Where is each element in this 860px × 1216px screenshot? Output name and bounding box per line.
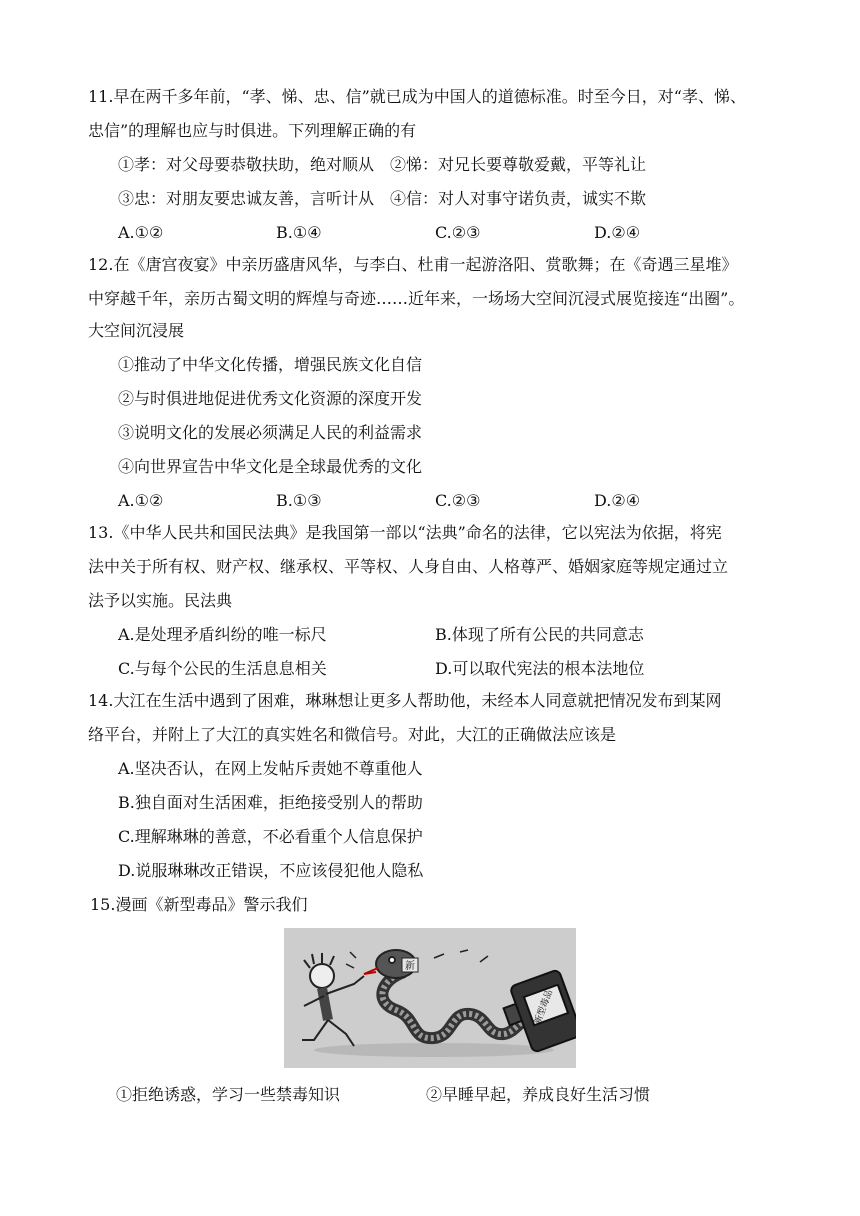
question-11-option-b[interactable]: B.①④ xyxy=(276,223,322,242)
question-14-line-2: 络平台，并附上了大江的真实姓名和微信号。对此，大江的正确做法应该是 xyxy=(88,725,617,744)
question-11-line-2: 忠信”的理解也应与时俱进。下列理解正确的有 xyxy=(88,121,417,140)
question-11-option-d[interactable]: D.②④ xyxy=(594,223,641,242)
question-13-line-3: 法予以实施。民法典 xyxy=(88,591,233,610)
question-13-option-a[interactable]: A.是处理矛盾纠纷的唯一标尺 xyxy=(118,625,327,644)
question-14-option-a[interactable]: A.坚决否认，在网上发帖斥责她不尊重他人 xyxy=(118,759,423,778)
question-13-option-c[interactable]: C.与每个公民的生活息息相关 xyxy=(118,659,327,678)
question-12-option-b[interactable]: B.①③ xyxy=(276,491,322,510)
question-14-line-1: 14.大江在生活中遇到了困难，琳琳想让更多人帮助他，未经本人同意就把情况发布到某网 xyxy=(88,691,722,710)
question-12-line-3: 大空间沉浸展 xyxy=(88,321,185,340)
question-12-line-1: 12.在《唐宫夜宴》中亲历盛唐风华，与李白、杜甫一起游洛阳、赏歌舞；在《奇遇三星堆》 xyxy=(88,255,738,274)
question-11-line-1: 11.早在两千多年前，“孝、悌、忠、信”就已成为中国人的道德标准。时至今日，对“孝、悌、 xyxy=(88,87,746,106)
question-13-option-b[interactable]: B.体现了所有公民的共同意志 xyxy=(435,625,644,644)
question-15-statement-1: ①拒绝诱惑，学习一些禁毒知识 xyxy=(116,1085,341,1104)
question-13-option-d[interactable]: D.可以取代宪法的根本法地位 xyxy=(435,659,645,678)
question-15-statement-2: ②早睡早起，养成良好生活习惯 xyxy=(426,1085,651,1104)
question-11-statements-1: ①孝：对父母要恭敬扶助，绝对顺从 ②悌：对兄长要尊敬爱戴，平等礼让 xyxy=(118,155,647,174)
question-11-option-c[interactable]: C.②③ xyxy=(435,223,481,242)
question-12-statement-1: ①推动了中华文化传播，增强民族文化自信 xyxy=(118,355,423,374)
bottle-label: 新型毒品 xyxy=(533,988,555,1026)
question-12-statement-3: ③说明文化的发展必须满足人民的利益需求 xyxy=(118,423,423,442)
question-14-option-d[interactable]: D.说服琳琳改正错误，不应该侵犯他人隐私 xyxy=(118,861,424,880)
question-12-statement-4: ④向世界宣告中华文化是全球最优秀的文化 xyxy=(118,457,423,476)
question-13-line-1: 13.《中华人民共和国民法典》是我国第一部以“法典”命名的法律，它以宪法为依据，将宪 xyxy=(88,523,722,542)
question-12-line-2: 中穿越千年，亲历古蜀文明的辉煌与奇迹……近年来，一场场大空间沉浸式展览接连“出圈”。 xyxy=(88,289,745,308)
question-12-option-c[interactable]: C.②③ xyxy=(435,491,481,510)
question-12-option-d[interactable]: D.②④ xyxy=(594,491,641,510)
question-13-line-2: 法中关于所有权、财产权、继承权、平等权、人身自由、人格尊严、婚姻家庭等规定通过立 xyxy=(88,557,729,576)
question-11-statements-2: ③忠：对朋友要忠诚友善，言听计从 ④信：对人对事守诺负责，诚实不欺 xyxy=(118,189,647,208)
comic-illustration xyxy=(284,928,576,1068)
question-11-option-a[interactable]: A.①② xyxy=(118,223,164,242)
question-12-statement-2: ②与时俱进地促进优秀文化资源的深度开发 xyxy=(118,389,423,408)
new-drug-comic xyxy=(284,928,576,1068)
question-14-option-b[interactable]: B.独自面对生活困难，拒绝接受别人的帮助 xyxy=(118,793,423,812)
snake-label: 新 xyxy=(405,961,415,972)
question-14-option-c[interactable]: C.理解琳琳的善意，不必看重个人信息保护 xyxy=(118,827,423,846)
question-12-option-a[interactable]: A.①② xyxy=(118,491,164,510)
question-15-line-1: 15.漫画《新型毒品》警示我们 xyxy=(90,895,308,914)
